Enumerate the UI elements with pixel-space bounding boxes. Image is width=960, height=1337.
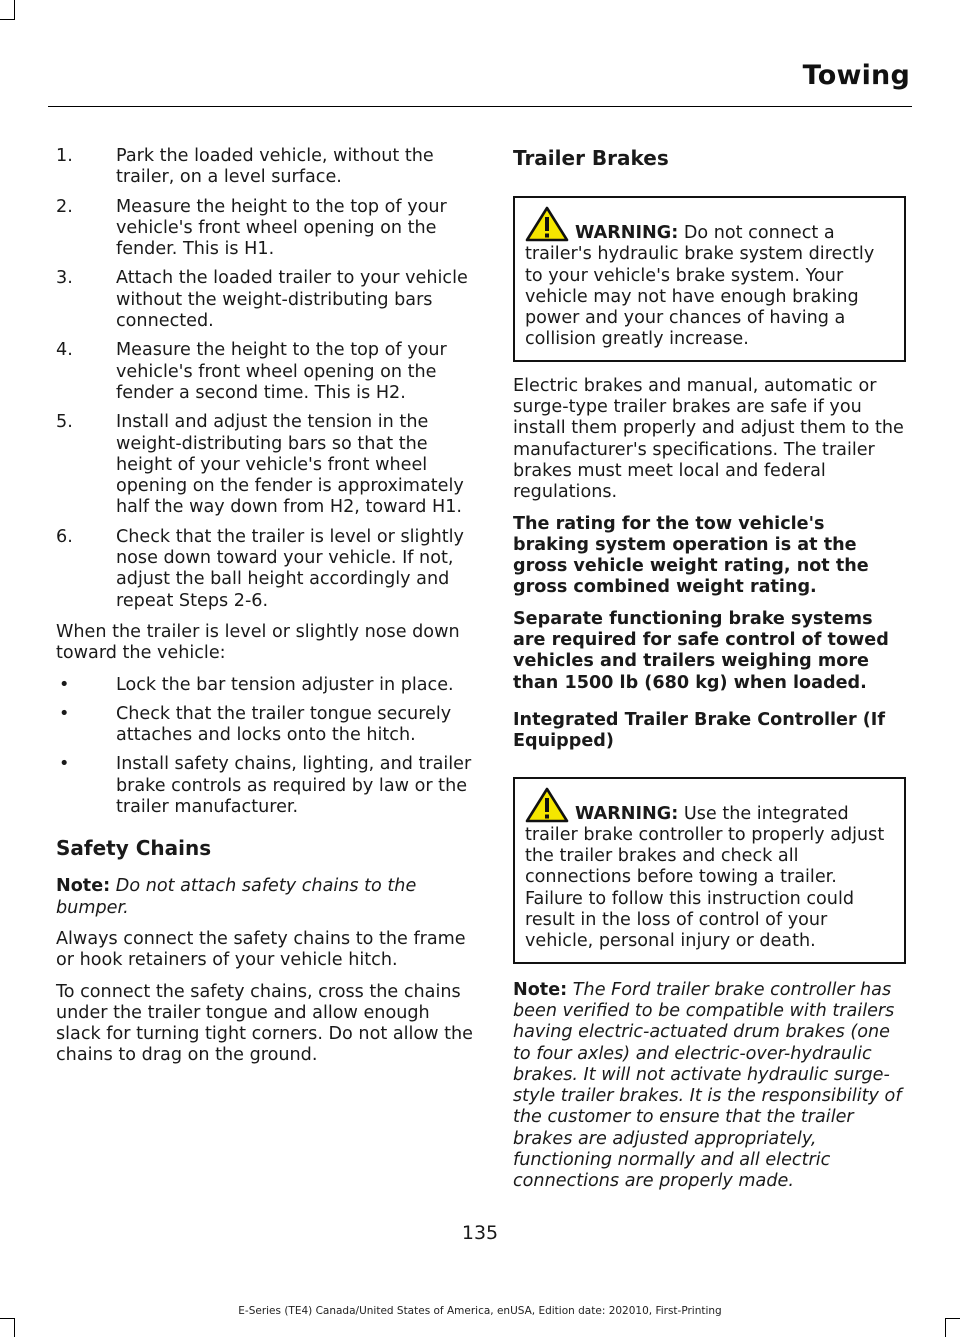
step-text: Measure the height to the top of your vehicle's front wheel opening on the fender a second time. This is H2. (116, 340, 447, 403)
step-number: 4. (56, 340, 73, 361)
procedure-steps (56, 146, 476, 612)
safety-paragraph: To connect the safety chains, cross the chains under the trailer tongue and allow enough slack for turning tight corners. Do not allow the chains to drag on the ground. (56, 981, 474, 1066)
bullet-icon: • (59, 703, 70, 724)
page-number: 135 (461, 1222, 499, 1244)
warning-box (513, 777, 906, 964)
list-item (56, 340, 476, 404)
warning-triangle-icon (525, 206, 569, 242)
bullet-text: Lock the bar tension adjuster in place. (116, 674, 454, 695)
note-text: The Ford trailer brake controller has been verified to be compatible with trailers having electric-actuated drum brakes (one to four axles) and electric-over-hydraulic brakes. It will not activate hydraulic surge-style trailer brakes. It is the responsibility of the customer to ensure that the trailer brakes are adjusted appropriately, functioning normally and all electric connections are properly made. (513, 979, 902, 1192)
level-intro: When the trailer is level or slightly nose down toward the vehicle: (56, 621, 460, 664)
warning-label: WARNING: (575, 223, 679, 243)
bullet-text: Install safety chains, lighting, and trailer brake controls as required by law or the trailer manufacturer. (116, 754, 472, 818)
electric-brakes-paragraph: Electric brakes and manual, automatic or surge-type trailer brakes are safe if you install them properly and adjust them to the manufacturer's specifications. The trailer brakes must meet local and federal regulations. (513, 375, 904, 503)
warning-text (525, 206, 894, 351)
right-column (513, 146, 906, 1203)
list-item (56, 754, 476, 818)
bullet-icon: • (59, 674, 70, 695)
edition-footer: E-Series (TE4) Canada/United States of America, enUSA, Edition date: 202010, First-Printing (238, 1305, 722, 1317)
step-text: Measure the height to the top of your vehicle's front wheel opening on the fender. This is H1. (116, 196, 447, 260)
step-number: 5. (56, 412, 73, 433)
crop-mark (946, 1318, 960, 1319)
crop-mark (0, 19, 14, 20)
warning-box (513, 196, 906, 362)
page-title: Towing (802, 60, 910, 91)
list-item (56, 268, 476, 332)
step-number: 3. (56, 268, 73, 289)
bullet-text: Check that the trailer tongue securely attaches and locks onto the hitch. (116, 703, 452, 746)
crop-mark (14, 1318, 15, 1337)
crop-mark (14, 0, 15, 20)
safety-note (56, 876, 476, 919)
safety-chains-heading: Safety Chains (56, 836, 212, 861)
warning-text (525, 787, 894, 953)
header-divider (48, 106, 912, 107)
step-text: Install and adjust the tension in the weight-distributing bars so that the height of your vehicle's front wheel opening on the fender is approximately half the way down from H2, toward H1. (116, 412, 464, 518)
step-number: 1. (56, 146, 73, 166)
left-column (56, 146, 476, 1077)
note-label: Note: (513, 979, 568, 1000)
rating-paragraph: The rating for the tow vehicle's braking system operation is at the gross vehicle weight rating, not the gross combined weight rating. (513, 513, 869, 598)
warning-label: WARNING: (575, 803, 679, 824)
separate-brakes-paragraph: Separate functioning brake systems are required for safe control of towed vehicles and trailers weighing more than 1500 lb (680 kg) when loaded. (513, 608, 889, 693)
step-text: Park the loaded vehicle, without the trailer, on a level surface. (116, 146, 434, 188)
list-item (56, 412, 476, 518)
warning-triangle-icon (525, 787, 569, 823)
step-number: 6. (56, 526, 73, 547)
warning-body: Do not connect a trailer's hydraulic brake system directly to your vehicle's brake system. Your vehicle may not have enough braking power and your chances of having a collision greatly increase. (525, 223, 875, 350)
crop-mark (0, 1318, 14, 1319)
list-item (56, 704, 476, 747)
note-text: Do not attach safety chains to the bumper. (56, 876, 417, 918)
step-text: Check that the trailer is level or slightly nose down toward your vehicle. If not, adjust the ball height accordingly and repeat Steps 2-6. (116, 526, 464, 611)
checklist-bullets (56, 675, 476, 819)
trailer-brakes-heading: Trailer Brakes (513, 146, 669, 170)
integrated-controller-heading: Integrated Trailer Brake Controller (If Equipped) (513, 709, 886, 752)
list-item (56, 146, 476, 189)
note-label: Note: (56, 876, 111, 897)
step-number: 2. (56, 196, 73, 217)
controller-note (513, 980, 906, 1193)
list-item (56, 675, 476, 696)
step-text: Attach the loaded trailer to your vehicle without the weight-distributing bars connected. (116, 268, 468, 332)
safety-paragraph: Always connect the safety chains to the frame or hook retainers of your vehicle hitch. (56, 928, 466, 971)
warning-body: Use the integrated trailer brake controller to properly adjust the trailer brakes and check all connections before towing a trailer. Failure to follow this instruction could result in the loss of control of your vehicle, personal injury or death. (525, 803, 885, 952)
bullet-icon: • (59, 754, 70, 775)
list-item (56, 197, 476, 261)
list-item (56, 527, 476, 612)
crop-mark (945, 1318, 946, 1337)
